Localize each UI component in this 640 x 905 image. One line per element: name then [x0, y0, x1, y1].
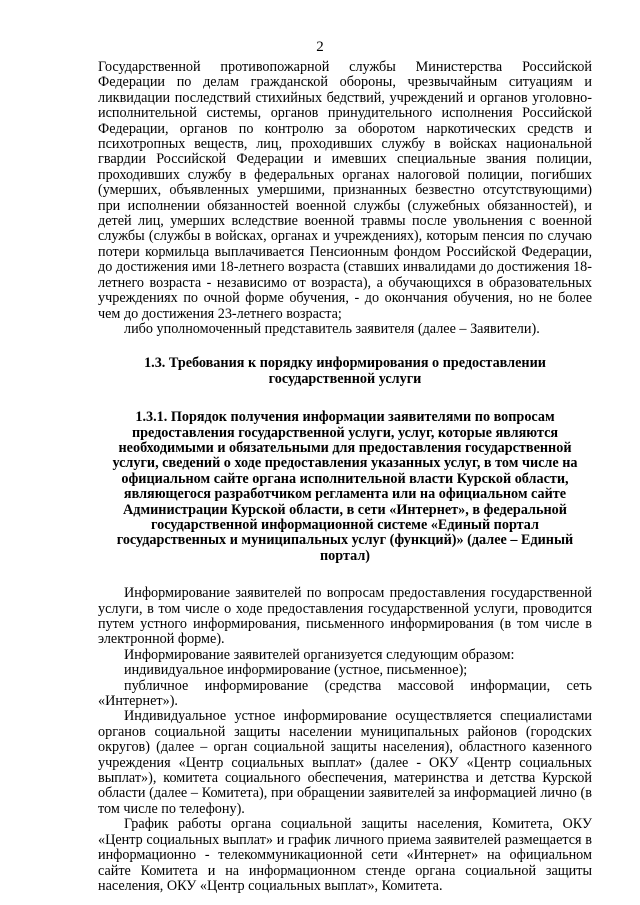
page-number: 2 [316, 39, 324, 55]
paragraph: публичное информирование (средства массовой информации, сеть «Интернет»). [98, 677, 592, 710]
intro-paragraph: Государственной противопожарной службы Министерства Российской Федерации по делам гражданской обороны, чрезвычайным ситуациям и ликвидации последствий стихийных бедствий, учреждений и органов уголовно-исполнительной системы, органов принудительного исполнения Российской Федерации, органов по контролю за оборотом наркотических средств и психотропных веществ, лиц, проходивших службу в войсках национальной гвардии Российской Федерации и имевших специальные звания полиции, проходивших службу в федеральных органах налоговой полиции, погибших (умерших, объявленных умершими, признанных безвестно отсутствующими) при исполнении обязанностей военной службы (служебных обязанностей), и детей лиц, умерших вследствие военной травмы после увольнения с военной службы (службы в войсках, органах и учреждениях), которым пенсия по случаю потери кормильца выплачивается Пенсионным фондом Российской Федерации, до достижения ими 18-летнего возраста (ставших инвалидами до достижения 18-летнего возраста - независимо от возраста), а обучающихся в образовательных учреждениях по очной форме обучения, - до окончания обучения, но не более чем до достижения 23-летнего возраста; [98, 59, 592, 322]
subsection-heading: 1.3.1. Порядок получения информации заявителями по вопросам предоставления государственной услуги, услуг, которые являются необходимыми и обязательными для предоставления государственной услуги, сведений о ходе предоставления указанных услуг, в том числе на официальном сайте органа исполнительной власти Курской области, являющегося разработчиком регламента или на официальном сайте Администрации Курской области, в сети «Интернет», в федеральной государственной информационной системе «Единый портал государственных и муниципальных услуг (функций)» (далее – Единый портал) [112, 409, 578, 564]
document-body [98, 60, 592, 894]
paragraph: График работы органа социальной защиты населения, Комитета, ОКУ «Центр социальных выплат» и график личного приема заявителей размещается в информационно - телекоммуникационной сети «Интернет» на официальном сайте Комитета и на информационном стенде органа социальной защиты населения, ОКУ «Центр социальных выплат», Комитета. [98, 816, 592, 894]
paragraph: индивидуальное информирование (устное, письменное); [124, 662, 468, 679]
paragraph: Информирование заявителей организуется следующим образом: [124, 646, 515, 663]
representative-line: либо уполномоченный представитель заявителя (далее – Заявители). [124, 320, 540, 337]
section-heading: 1.3. Требования к порядку информирования о предоставлении государственной услуги [144, 355, 546, 387]
paragraph: Информирование заявителей по вопросам предоставления государственной услуги, в том числе о ходе предоставления государственной услуги, проводится путем устного информирования, письменного информирования (в том числе в электронной форме). [98, 585, 592, 648]
paragraph: Индивидуальное устное информирование осуществляется специалистами органов социальной защиты населении муниципальных районов (городских округов) (далее – орган социальной защиты населения), областного казенного учреждения «Центр социальных выплат» (далее - ОКУ «Центр социальных выплат»), комитета социального обеспечения, материнства и детства Курской области (далее – Комитета), при обращении заявителей за информацией лично (в том числе по телефону). [98, 708, 592, 817]
